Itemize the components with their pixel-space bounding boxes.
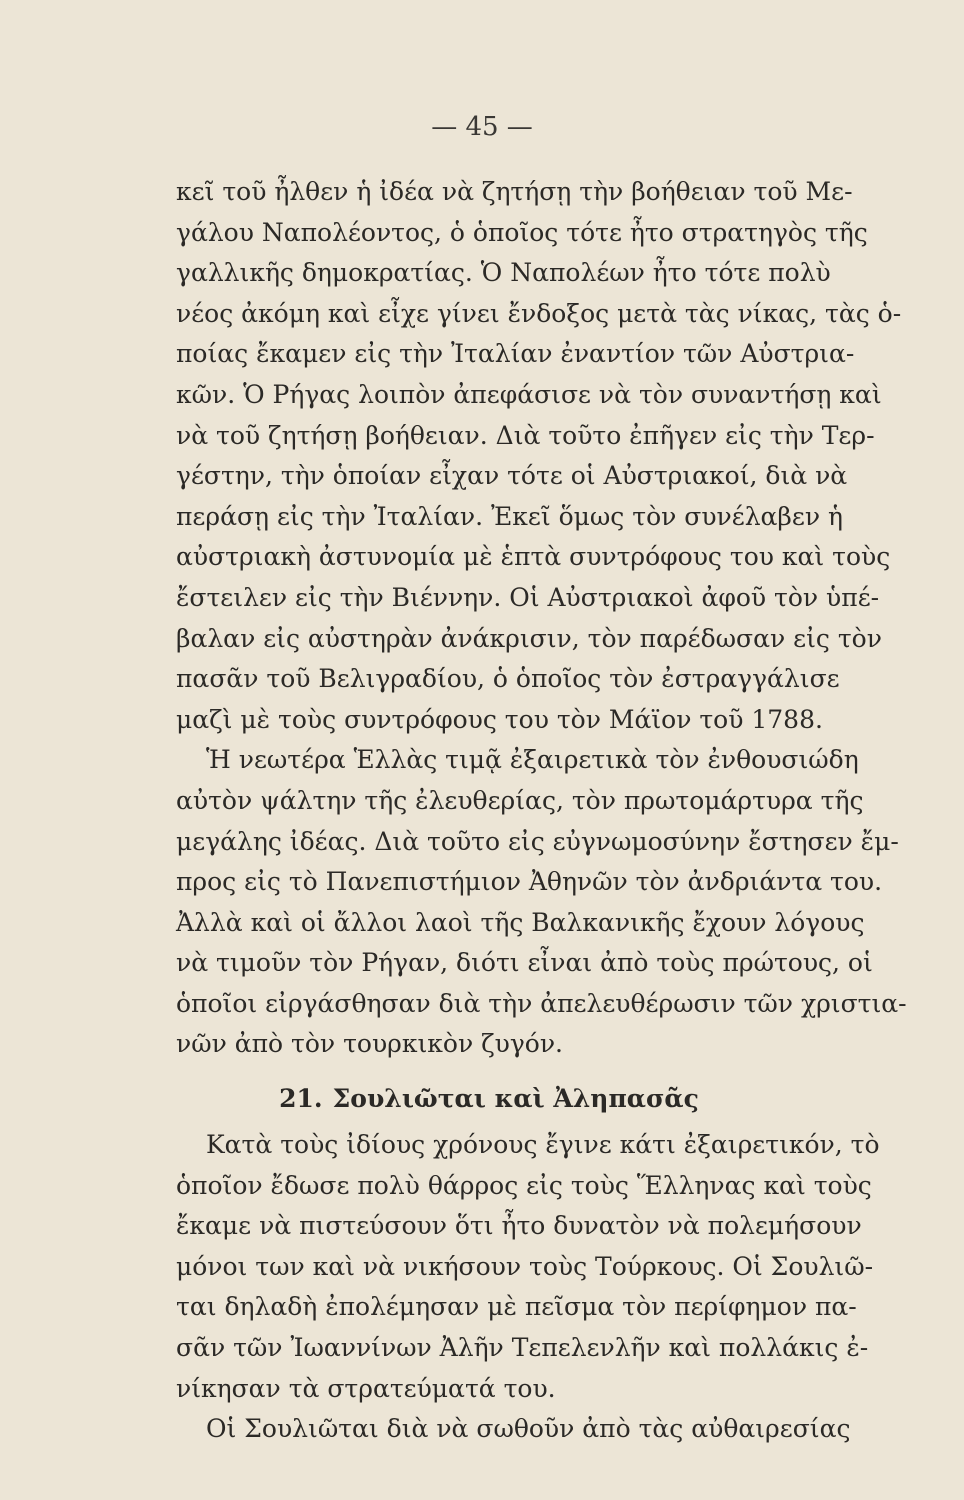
text-line: μόνοι των καὶ νὰ νικήσουν τοὺς Τούρκους. Οἱ Σουλιῶ- — [176, 1251, 874, 1281]
text-line: ποίας ἔκαμεν εἰς τὴν Ἰταλίαν ἐναντίον τῶν Αὐστρια- — [176, 339, 855, 369]
text-line: αὐστριακὴ ἀστυνομία μὲ ἑπτὰ συντρόφους του καὶ τοὺς — [176, 542, 891, 572]
text-line: ὁποῖον ἔδωσε πολὺ θάρρος εἰς τοὺς Ἕλληνας καὶ τοὺς — [176, 1170, 872, 1200]
text-line: ται δηλαδὴ ἐπολέμησαν μὲ πεῖσμα τὸν περίφημον πα- — [176, 1292, 857, 1322]
text-line: ἔστειλεν εἰς τὴν Βιέννην. Οἱ Αὐστριακοὶ ἀφοῦ τὸν ὑπέ- — [176, 582, 880, 612]
text-line: μαζὶ μὲ τοὺς συντρόφους του τὸν Μάϊον τοῦ 1788. — [176, 704, 823, 734]
body-text — [176, 172, 907, 1450]
text-line: κεῖ τοῦ ἦλθεν ἡ ἰδέα νὰ ζητήσῃ τὴν βοήθειαν τοῦ Με- — [176, 177, 853, 206]
text-line: βαλαν εἰς αὐστηρὰν ἀνάκρισιν, τὸν παρέδωσαν εἰς τὸν — [176, 623, 882, 653]
text-line: νὰ τοῦ ζητήσῃ βοήθειαν. Διὰ τοῦτο ἐπῆγεν εἰς τὴν Τερ- — [176, 420, 875, 450]
paragraph-1 — [176, 172, 902, 740]
text-line: νὰ τιμοῦν τὸν Ρήγαν, διότι εἶναι ἀπὸ τοὺς πρώτους, οἱ — [176, 948, 873, 978]
text-line: Ἀλλὰ καὶ οἱ ἄλλοι λαοὶ τῆς Βαλκανικῆς ἔχουν λόγους — [176, 907, 865, 937]
text-line: ἔκαμε νὰ πιστεύσουν ὅτι ἦτο δυνατὸν νὰ πολεμήσουν — [176, 1211, 862, 1241]
text-line: Οἱ Σουλιῶται διὰ νὰ σωθοῦν ἀπὸ τὰς αὐθαιρεσίας — [206, 1414, 851, 1444]
text-line: προς εἰς τὸ Πανεπιστήμιον Ἀθηνῶν τὸν ἀνδριάντα του. — [176, 867, 883, 897]
text-line: κῶν. Ὁ Ρήγας λοιπὸν ἀπεφάσισε νὰ τὸν συναντήσῃ καὶ — [176, 379, 882, 409]
text-line: πασᾶν τοῦ Βελιγραδίου, ὁ ὁποῖος τὸν ἐστραγγάλισε — [176, 664, 840, 694]
text-line: μεγάλης ἰδέας. Διὰ τοῦτο εἰς εὐγνωμοσύνην ἔστησεν ἔμ- — [176, 826, 899, 856]
section-heading — [176, 1073, 802, 1125]
page-number: — 45 — — [431, 112, 533, 142]
text-line: Ἡ νεωτέρα Ἑλλὰς τιμᾷ ἐξαιρετικὰ τὸν ἐνθουσιώδη — [206, 745, 859, 775]
text-line: νέος ἀκόμη καὶ εἶχε γίνει ἔνδοξος μετὰ τὰς νίκας, τὰς ὁ- — [176, 298, 902, 328]
text-line: ὁποῖοι εἰργάσθησαν διὰ τὴν ἀπελευθέρωσιν τῶν χριστια- — [176, 988, 907, 1018]
text-line: γάλου Ναπολέοντος, ὁ ὁποῖος τότε ἦτο στρατηγὸς τῆς — [176, 217, 868, 247]
text-line: νῶν ἀπὸ τὸν τουρκικὸν ζυγόν. — [176, 1029, 563, 1059]
section-number: 21. — [279, 1084, 323, 1114]
text-line: γέστην, τὴν ὁποίαν εἶχαν τότε οἱ Αὐστριακοί, διὰ νὰ — [176, 461, 848, 491]
text-line: αὐτὸν ψάλτην τῆς ἐλευθερίας, τὸν πρωτομάρτυρα τῆς — [176, 785, 864, 815]
paragraph-4 — [176, 1409, 851, 1450]
text-line: γαλλικῆς δημοκρατίας. Ὁ Ναπολέων ἦτο τότε πολὺ — [176, 258, 831, 288]
paragraph-2 — [176, 740, 907, 1065]
text-line: περάσῃ εἰς τὴν Ἰταλίαν. Ἐκεῖ ὅμως τὸν συνέλαβεν ἡ — [176, 501, 843, 531]
paragraph-3 — [176, 1125, 880, 1409]
text-line: Κατὰ τοὺς ἰδίους χρόνους ἔγινε κάτι ἐξαιρετικόν, τὸ — [206, 1130, 880, 1160]
text-line: σᾶν τῶν Ἰωαννίνων Ἀλῆν Τεπελενλῆν καὶ πολλάκις ἐ- — [176, 1333, 869, 1363]
section-title: Σουλιῶται καὶ Ἀληπασᾶς — [332, 1084, 699, 1114]
text-line: νίκησαν τὰ στρατεύματά του. — [176, 1373, 556, 1403]
